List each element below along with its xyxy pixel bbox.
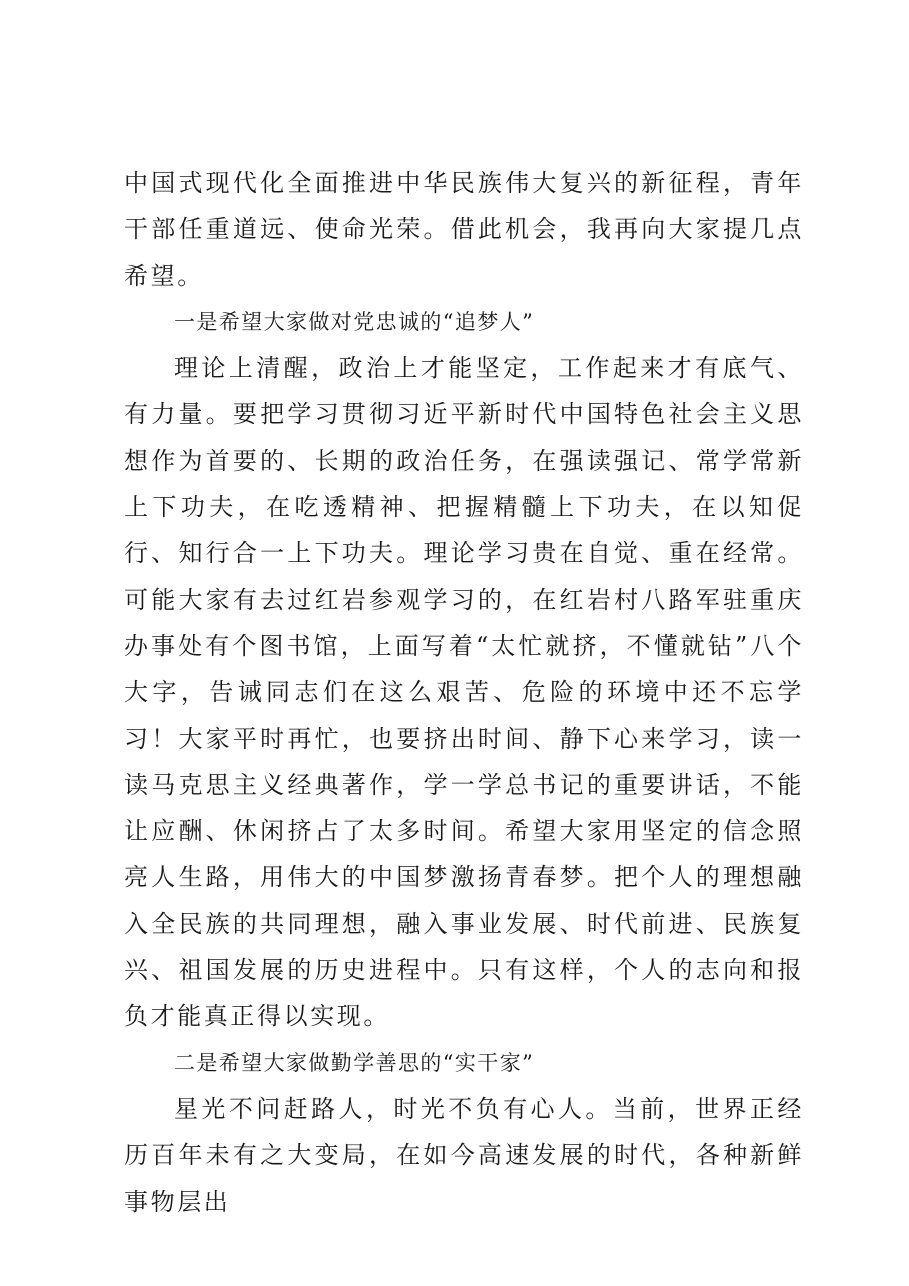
paragraph-section-1: 理论上清醒，政治上才能坚定，工作起来才有底气、有力量。要把学习贯彻习近平新时代中国特色社会主义思想作为首要的、长期的政治任务，在强读强记、常学常新上下功夫，在吃透精神、把握精髓上下功夫，在以知促行、知行合一上下功夫。理论学习贵在自觉、重在经常。可能大家有去过红岩参观学习的，在红岩村八路军驻重庆办事处有个图书馆，上面写着“太忙就挤，不懂就钻”八个大字，告诫同志们在这么艰苦、危险的环境中还不忘学习！大家平时再忙，也要挤出时间、静下心来学习，读一读马克思主义经典著作，学一学总书记的重要讲话，不能让应酬、休闲挤占了太多时间。希望大家用坚定的信念照亮人生路，用伟大的中国梦激扬青春梦。把个人的理想融入全民族的共同理想，融入事业发展、时代前进、民族复兴、祖国发展的历史进程中。只有这样，个人的志向和报负才能真正得以实现。 (124, 354, 804, 1031)
paragraph-intro: 中国式现代化全面推进中华民族伟大复兴的新征程，青年干部任重道远、使命光荣。借此机会，我再向大家提几点希望。 (124, 169, 804, 290)
document-body (124, 160, 804, 1225)
paragraph-section-2: 星光不问赶路人，时光不负有心人。当前，世界正经历百年未有之大变局，在如今高速发展的时代，各种新鲜事物层出 (124, 1094, 804, 1216)
section-heading-2: 二是希望大家做勤学善思的“实干家” (174, 1050, 535, 1075)
section-heading-1: 一是希望大家做对党忠诚的“追梦人” (174, 309, 535, 334)
